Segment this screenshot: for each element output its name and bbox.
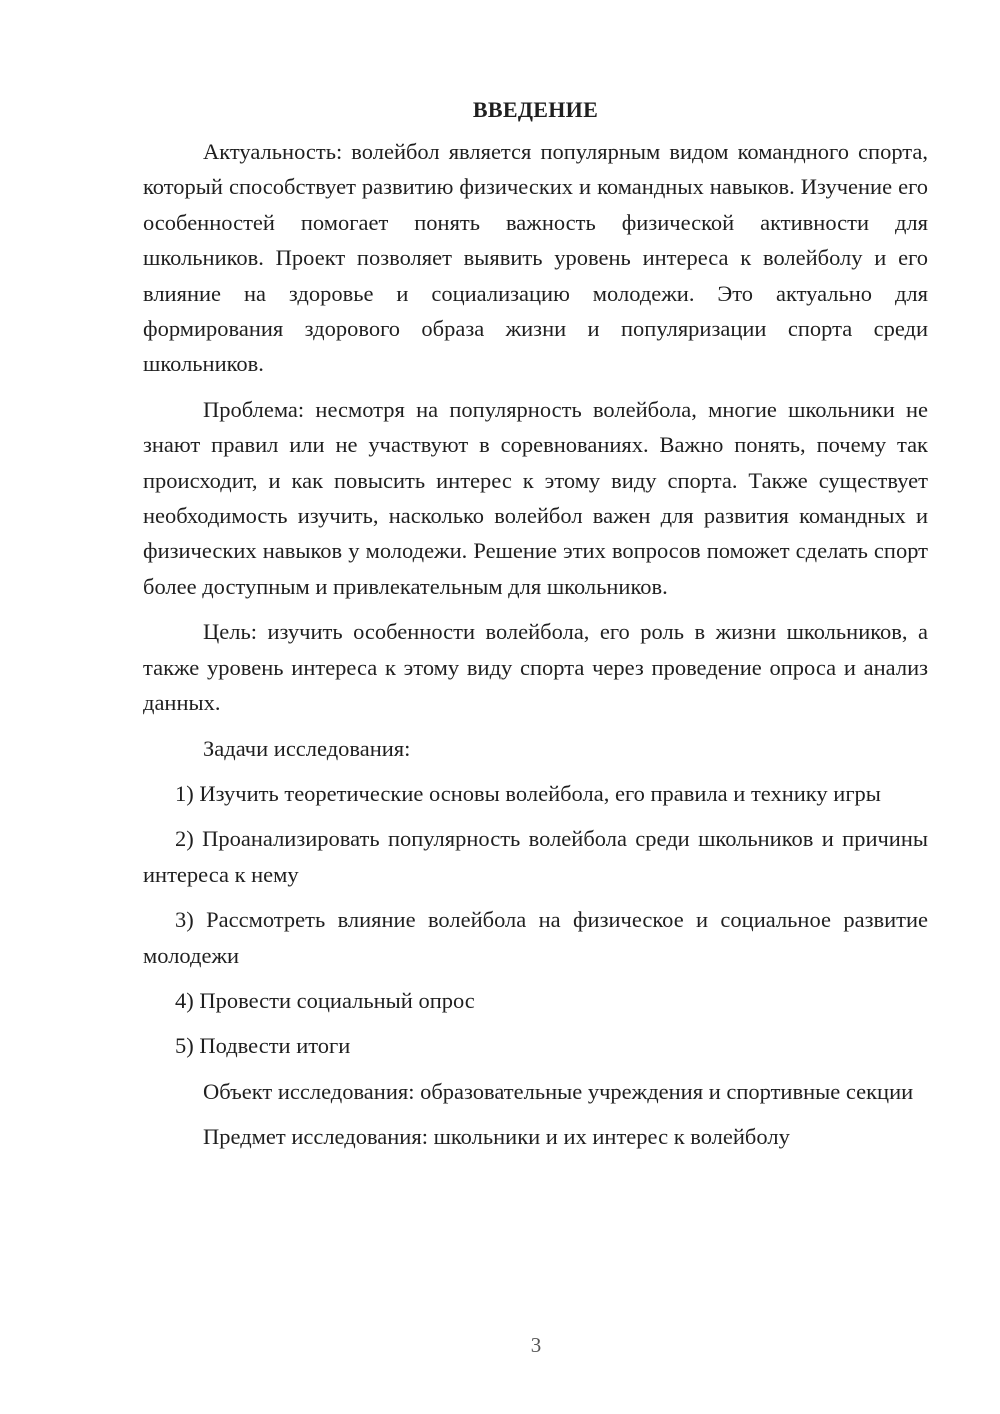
page-number: 3 bbox=[530, 1333, 542, 1357]
task-item: 5) Подвести итоги bbox=[175, 1033, 351, 1059]
task-item: 4) Провести социальный опрос bbox=[175, 987, 475, 1013]
problem-paragraph: Проблема: несмотря на популярность волейбола, многие школьники не знают правил или не участвуют в соревнованиях. Важно понять, почему так происходит, и как повысить интерес к этому виду спорта. Также существует необходимость изучить, насколько волейбол важен для развития командных и физических навыков у молодежи. Решение этих вопросов поможет сделать спорт более доступным и привлекательным для школьников. bbox=[143, 396, 928, 599]
page-title: ВВЕДЕНИЕ bbox=[472, 97, 599, 122]
page-content bbox=[143, 92, 928, 1165]
research-object-paragraph: Объект исследования: образовательные учреждения и спортивные секции bbox=[203, 1078, 914, 1104]
task-item: 1) Изучить теоретические основы волейбола, его правила и технику игры bbox=[175, 780, 881, 806]
task-item: 3) Рассмотреть влияние волейбола на физическое и социальное развитие молодежи bbox=[143, 907, 928, 968]
tasks-heading: Задачи исследования: bbox=[203, 735, 411, 761]
research-subject-paragraph: Предмет исследования: школьники и их интерес к волейболу bbox=[203, 1124, 790, 1150]
relevance-paragraph: Актуальность: волейбол является популярным видом командного спорта, который способствует развитию физических и командных навыков. Изучение его особенностей помогает понять важность физической активности для школьников. Проект позволяет выявить уровень интереса к волейболу и его влияние на здоровье и социализацию молодежи. Это актуально для формирования здорового образа жизни и популяризации спорта среди школьников. bbox=[143, 139, 928, 377]
goal-paragraph: Цель: изучить особенности волейбола, его роль в жизни школьников, а также уровень интереса к этому виду спорта через проведение опроса и анализ данных. bbox=[143, 619, 928, 716]
task-item: 2) Проанализировать популярность волейбола среди школьников и причины интереса к нему bbox=[143, 826, 928, 887]
